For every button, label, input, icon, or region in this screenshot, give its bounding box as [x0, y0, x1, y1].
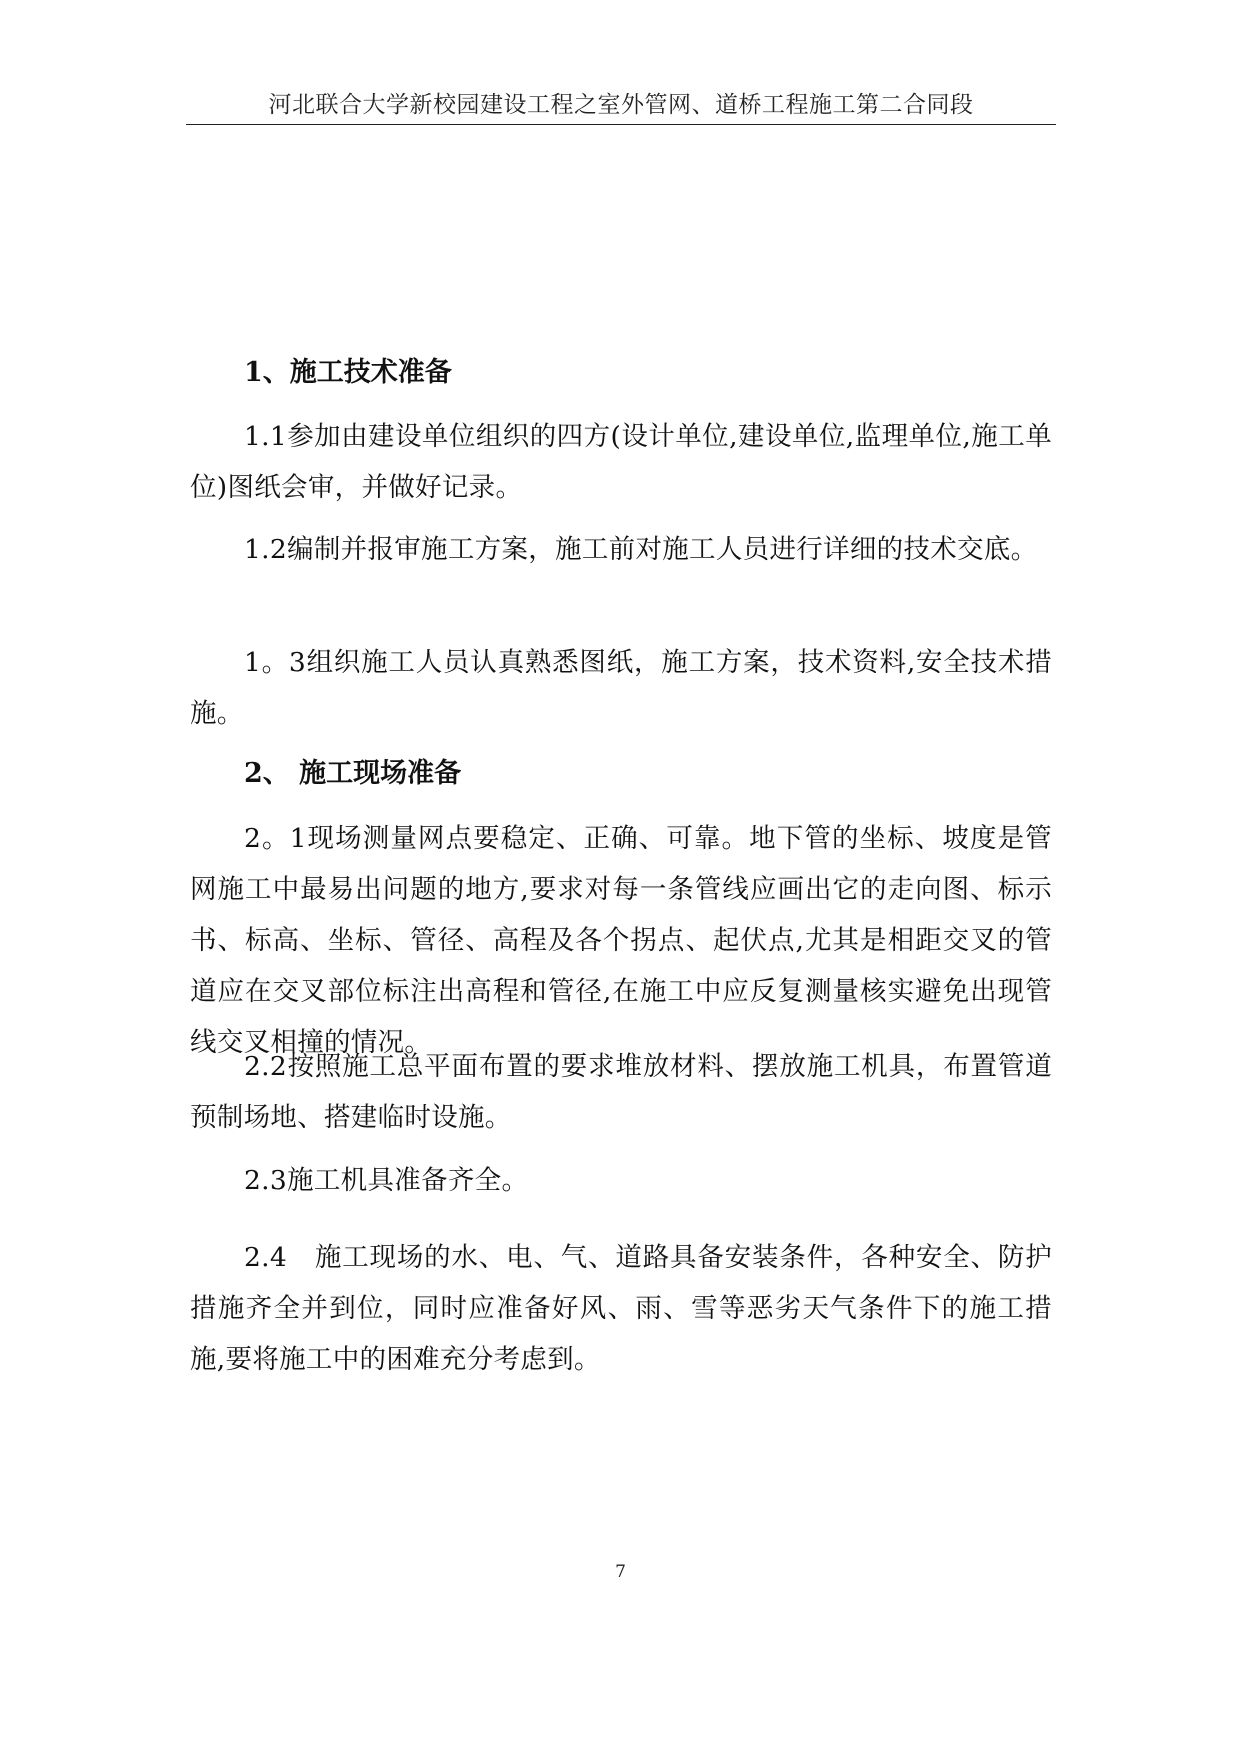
header-rule [186, 124, 1056, 125]
paragraph-2-4: 2.4 施工现场的水、电、气、道路具备安装条件，各种安全、防护措施齐全并到位，同时应准备好风、雨、雪等恶劣天气条件下的施工措施,要将施工中的困难充分考虑到。 [190, 1242, 1052, 1375]
page-number: 7 [615, 1562, 626, 1582]
running-header: 河北联合大学新校园建设工程之室外管网、道桥工程施工第二合同段 [268, 92, 974, 118]
section-heading-1: 1、施工技术准备 [244, 357, 452, 388]
paragraph-2-3: 2.3施工机具准备齐全。 [244, 1165, 529, 1196]
section-heading-2: 2、 施工现场准备 [244, 758, 462, 789]
paragraph-2-2: 2.2按照施工总平面布置的要求堆放材料、摆放施工机具，布置管道预制场地、搭建临时设施。 [190, 1051, 1052, 1133]
paragraph-1-1: 1.1参加由建设单位组织的四方(设计单位,建设单位,监理单位,施工单位)图纸会审，并做好记录。 [190, 421, 1052, 503]
paragraph-1-2: 1.2编制并报审施工方案，施工前对施工人员进行详细的技术交底。 [244, 534, 1038, 565]
paragraph-2-1: 2。1现场测量网点要稳定、正确、可靠。地下管的坐标、坡度是管网施工中最易出问题的地方,要求对每一条管线应画出它的走向图、标示书、标高、坐标、管径、高程及各个拐点、起伏点,尤其是相距交叉的管道应在交叉部位标注出高程和管径,在施工中应反复测量核实避免出现管线交叉相撞的情况。 [190, 823, 1052, 1058]
paragraph-1-3: 1。3组织施工人员认真熟悉图纸，施工方案，技术资料,安全技术措施。 [190, 647, 1052, 729]
